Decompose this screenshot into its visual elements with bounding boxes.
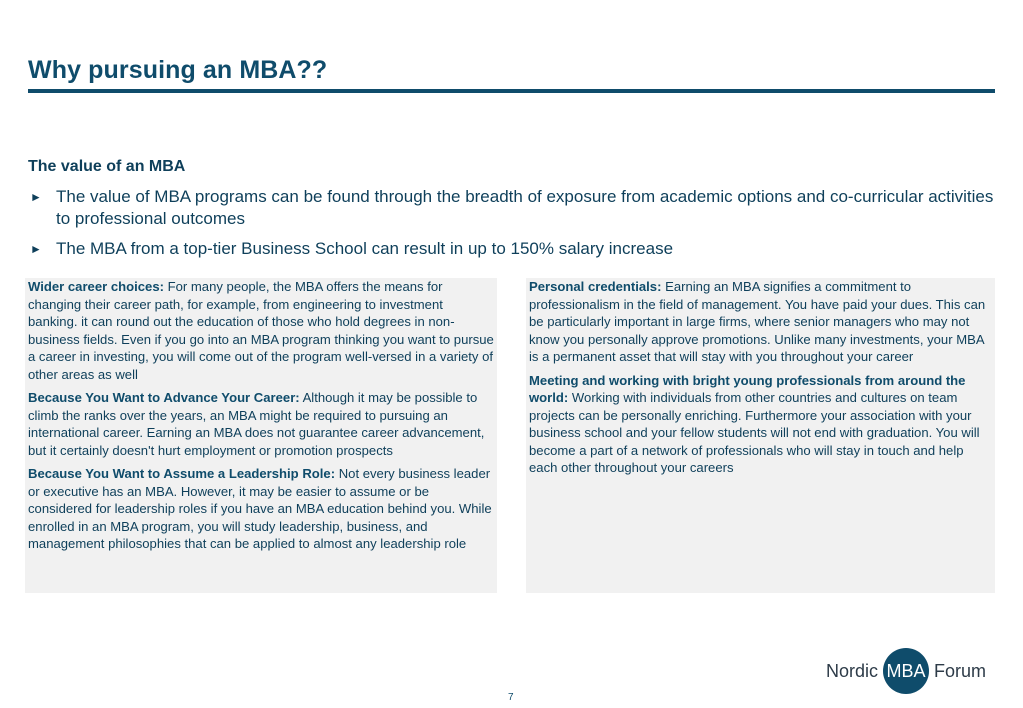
- bullet-list: [28, 186, 998, 268]
- triangle-right-icon: ►: [30, 242, 42, 256]
- page-number: 7: [508, 692, 514, 703]
- bullet-text: The MBA from a top-tier Business School can result in up to 150% salary increase: [56, 239, 674, 258]
- logo-left-text: Nordic: [826, 660, 879, 681]
- logo-circle-text: MBA: [886, 660, 926, 681]
- info-text: For many people, the MBA offers the means for changing their career path, for example, from engineering to investment banking. it can round out the education of those who hold degrees in non-business fields. Even if you go into an MBA program thinking you want to pursue a career in investing, you will come out of the program well-versed in a variety of other areas as well: [28, 279, 494, 382]
- info-paragraph: [526, 372, 995, 477]
- left-info-panel: [25, 278, 497, 593]
- triangle-right-icon: ►: [30, 190, 42, 204]
- title-divider: [28, 89, 995, 93]
- info-label: Because You Want to Advance Your Career:: [28, 390, 300, 405]
- info-text: Working with individuals from other countries and cultures on team projects can be personally enriching. Furthermore your association with your business school and your fellow students will not end with graduation. You will become a part of a network of professionals who will stay in touch and help each other throughout your careers: [529, 390, 980, 475]
- nordic-mba-forum-logo: [826, 648, 986, 694]
- info-paragraph: [25, 278, 497, 383]
- right-info-panel: [526, 278, 995, 593]
- info-text: Although it may be possible to climb the ranks over the years, an MBA might be required to pursuing an international career. Earning an MBA does not guarantee career advancement, but it certainly doesn't hurt employment or promotion prospects: [28, 390, 485, 458]
- section-heading: The value of an MBA: [28, 158, 186, 175]
- info-paragraph: [25, 389, 497, 459]
- bullet-item: [28, 238, 998, 260]
- info-text: Not every business leader or executive has an MBA. However, it may be easier to assume or be considered for leadership roles if you have an MBA education behind you. While enrolled in an MBA program, you will study leadership, business, and management philosophies that can be applied to almost any leadership role: [28, 466, 492, 551]
- logo-right-text: Forum: [934, 660, 987, 681]
- slide-title: Why pursuing an MBA??: [28, 56, 328, 84]
- info-label: Personal credentials:: [529, 279, 662, 294]
- bullet-text: The value of MBA programs can be found through the breadth of exposure from academic options and co-curricular activities to professional outcomes: [56, 187, 994, 228]
- logo-circle: [883, 648, 929, 694]
- info-label: Because You Want to Assume a Leadership Role:: [28, 466, 336, 481]
- bullet-item: [28, 186, 998, 230]
- info-paragraph: [25, 465, 497, 553]
- info-paragraph: [526, 278, 995, 366]
- info-label: Meeting and working with bright young professionals from around the world:: [529, 372, 966, 405]
- info-label: Wider career choices:: [28, 279, 164, 294]
- info-text: Earning an MBA signifies a commitment to professionalism in the field of management. You have paid your dues. This can be particularly important in large firms, where senior managers who may not know you personally approve promotions. Unlike many investments, your MBA is a permanent asset that will stay with you throughout your career: [529, 279, 986, 364]
